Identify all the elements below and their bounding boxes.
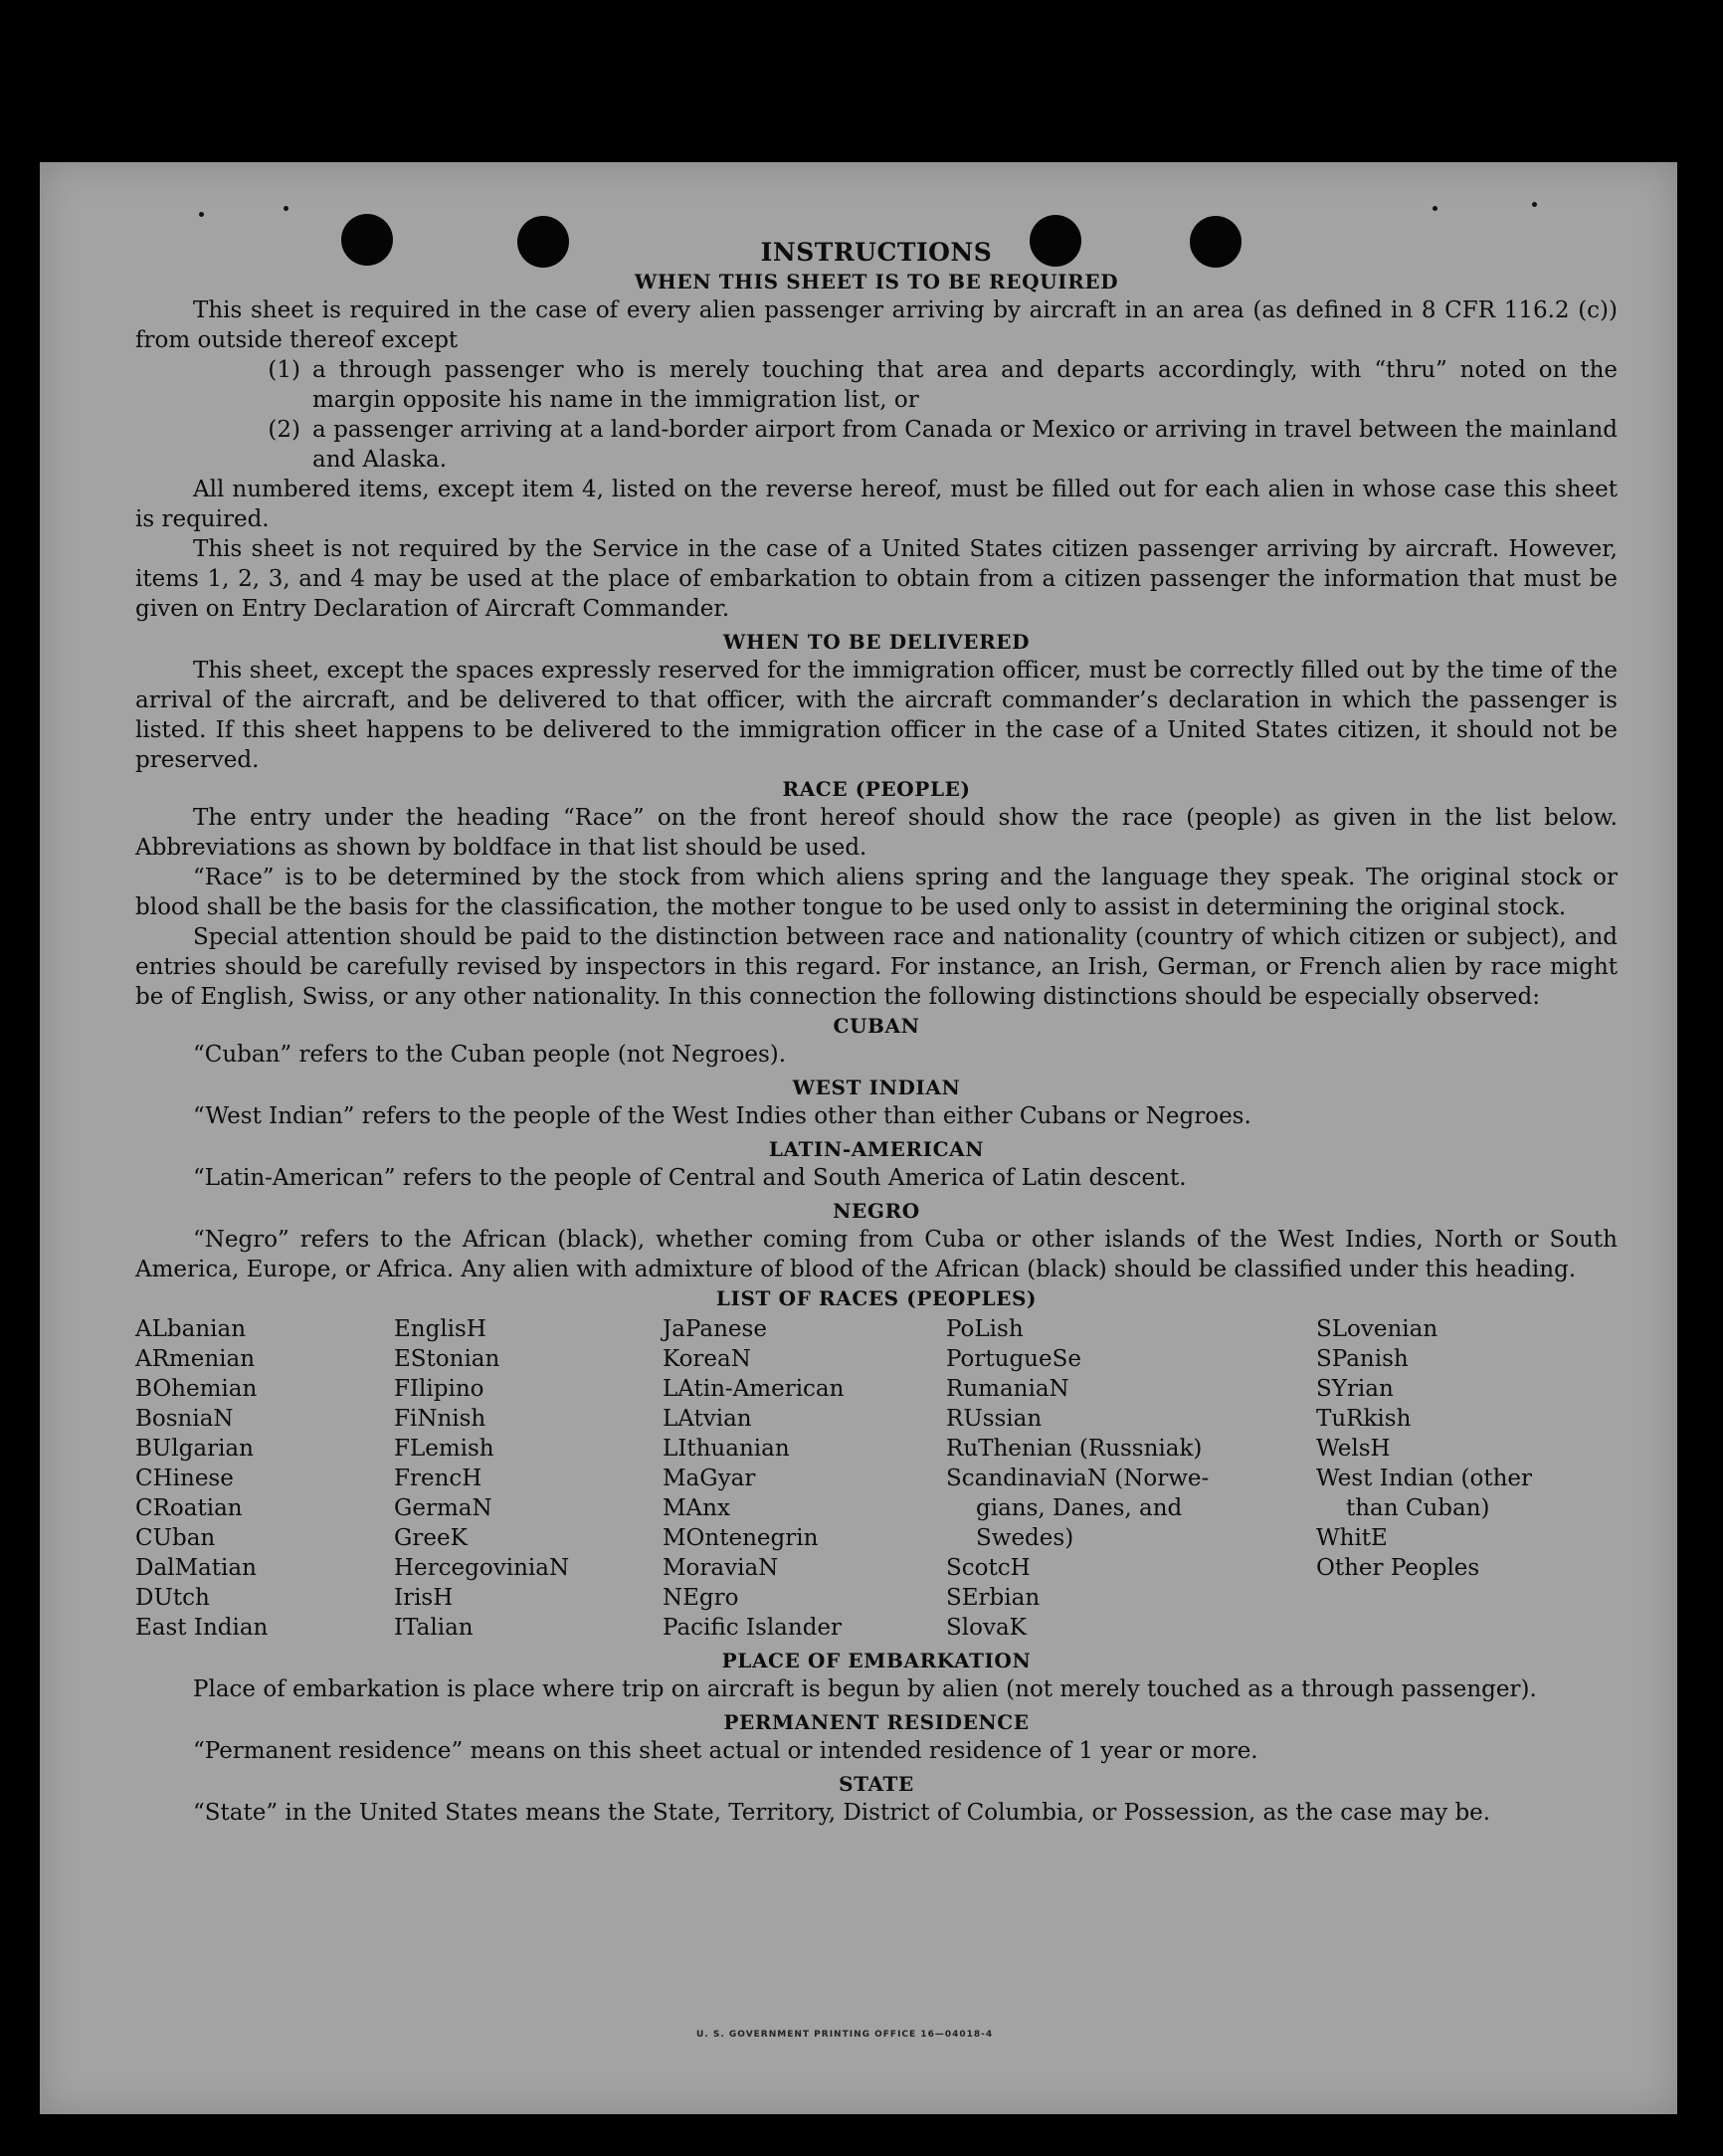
speck <box>284 206 288 211</box>
race-paragraph: Special attention should be paid to the distinction between race and nationality (country of which citizen or subject), and entries should be carefully revised by inspectors in this regard. For instance, an Irish, German, or French alien by race might be of English, Swiss, or any other nationality. In this connection the following distinctions should be especially observed: <box>135 924 1618 1010</box>
race-entry: RUssian <box>946 1406 1043 1432</box>
instructions-content <box>135 238 1618 1828</box>
race-entry: MAnx <box>663 1495 730 1521</box>
race-entry: West Indian (other <box>1316 1466 1533 1491</box>
race-entry: MaGyar <box>663 1466 756 1491</box>
intro-paragraph: This sheet is required in the case of every alien passenger arriving by aircraft in an area (as defined in 8 CFR 116.2 (c)) from outside thereof except <box>135 297 1618 353</box>
definition-heading: LATIN-AMERICAN <box>768 1137 985 1161</box>
race-entry: FrencH <box>394 1466 482 1491</box>
section-heading-state: STATE <box>839 1772 914 1796</box>
race-entry: CUban <box>135 1525 216 1551</box>
speck <box>1532 202 1537 207</box>
race-paragraph: The entry under the heading “Race” on the front hereof should show the race (people) as given in the list below. Abbreviations as shown by boldface in that list should be used. <box>135 805 1618 861</box>
races-column <box>135 1314 394 1643</box>
races-column <box>946 1314 1316 1643</box>
race-paragraph: “Race” is to be determined by the stock from which aliens spring and the language they speak. The original stock or blood shall be the basis for the classification, the mother tongue to be used only to assist in determining the original stock. <box>135 865 1618 920</box>
item-number: (1) <box>268 357 300 383</box>
section-heading-race: RACE (PEOPLE) <box>782 777 971 801</box>
item-text: a through passenger who is merely touching that area and departs accordingly, with “thru” noted on the margin opposite his name in the immigration list, or <box>312 357 1618 413</box>
race-entry: LIthuanian <box>663 1436 790 1462</box>
race-entry: FLemish <box>394 1436 494 1462</box>
item-text: a passenger arriving at a land-border airport from Canada or Mexico or arriving in travel between the mainland and Alaska. <box>312 417 1618 473</box>
race-entry: CHinese <box>135 1466 234 1491</box>
exception-item <box>135 355 1618 415</box>
race-entry: WelsH <box>1316 1436 1391 1462</box>
race-entry: GreeK <box>394 1525 468 1551</box>
delivered-paragraph: This sheet, except the spaces expressly reserved for the immigration officer, must be correctly filled out by the time of the arrival of the aircraft, and be delivered to that officer, with the aircraft commander’s declaration in which the passenger is listed. If this sheet happens to be delivered to the immigration officer in the case of a United States citizen, it should not be preserved. <box>135 658 1618 773</box>
race-entry: LAtvian <box>663 1406 752 1432</box>
race-entry: DalMatian <box>135 1555 257 1581</box>
race-entry: DUtch <box>135 1585 210 1611</box>
races-column <box>1316 1314 1605 1643</box>
citizen-paragraph: This sheet is not required by the Service in the case of a United States citizen passenger arriving by aircraft. However, items 1, 2, 3, and 4 may be used at the place of embarkation to obtain from a citizen passenger the information that must be given on Entry Declaration of Aircraft Commander. <box>135 536 1618 622</box>
race-entry: ALbanian <box>135 1316 247 1342</box>
race-entry: PortugueSe <box>946 1346 1081 1372</box>
numbered-items-paragraph: All numbered items, except item 4, listed on the reverse hereof, must be filled out for each alien in whose case this sheet is required. <box>135 477 1618 532</box>
race-entry: ScandinaviaN (Norwe- <box>946 1466 1210 1491</box>
residence-text: “Permanent residence” means on this sheet actual or intended residence of 1 year or more. <box>193 1738 1258 1764</box>
race-entry: SErbian <box>946 1585 1041 1611</box>
definition-text: “Latin-American” refers to the people of Central and South America of Latin descent. <box>193 1165 1187 1191</box>
printing-office-line: U. S. GOVERNMENT PRINTING OFFICE 16—04018-4 <box>696 2030 994 2040</box>
exception-item <box>135 415 1618 475</box>
speck <box>1433 206 1437 211</box>
document-page <box>40 162 1677 2114</box>
race-entry: PoLish <box>946 1316 1024 1342</box>
race-entry: RumaniaN <box>946 1376 1069 1402</box>
race-entry: BUlgarian <box>135 1436 254 1462</box>
race-entry: Pacific Islander <box>663 1615 843 1641</box>
race-entry: SYrian <box>1316 1376 1394 1402</box>
race-entry: WhitE <box>1316 1525 1388 1551</box>
race-entry: FIlipino <box>394 1376 484 1402</box>
race-entry: gians, Danes, and <box>976 1495 1183 1521</box>
race-entry: GermaN <box>394 1495 492 1521</box>
race-entry: Swedes) <box>976 1525 1074 1551</box>
race-entry: SlovaK <box>946 1615 1027 1641</box>
races-column <box>394 1314 663 1643</box>
race-entry: HercegoviniaN <box>394 1555 570 1581</box>
race-entry: East Indian <box>135 1615 269 1641</box>
definition-text: “West Indian” refers to the people of the West Indies other than either Cubans or Negroes. <box>193 1103 1251 1129</box>
definition-text: “Cuban” refers to the Cuban people (not Negroes). <box>193 1042 787 1068</box>
race-entry: JaPanese <box>663 1316 767 1342</box>
race-entry: MOntenegrin <box>663 1525 819 1551</box>
definition-heading: NEGRO <box>833 1199 920 1223</box>
race-entry: than Cuban) <box>1346 1495 1490 1521</box>
item-number: (2) <box>268 417 300 443</box>
document-title: INSTRUCTIONS <box>760 238 993 267</box>
state-text: “State” in the United States means the State, Territory, District of Columbia, or Possession, as the case may be. <box>193 1800 1491 1826</box>
race-entry: ARmenian <box>135 1346 256 1372</box>
race-entry: ScotcH <box>946 1555 1031 1581</box>
race-entry: BosniaN <box>135 1406 234 1432</box>
races-list-heading: LIST OF RACES (PEOPLES) <box>715 1286 1038 1310</box>
race-entry: BOhemian <box>135 1376 258 1402</box>
race-entry: SPanish <box>1316 1346 1409 1372</box>
definition-text: “Negro” refers to the African (black), whether coming from Cuba or other islands of the West Indies, North or South America, Europe, or Africa. Any alien with admixture of blood of the African (black) should be classified under this heading. <box>135 1227 1618 1282</box>
race-entry: LAtin-American <box>663 1376 845 1402</box>
race-entry: FiNnish <box>394 1406 486 1432</box>
definition-heading: WEST INDIAN <box>792 1076 961 1099</box>
race-entry: CRoatian <box>135 1495 243 1521</box>
race-entry: EStonian <box>394 1346 500 1372</box>
race-entry: RuThenian (Russniak) <box>946 1436 1203 1462</box>
race-entry: IrisH <box>394 1585 454 1611</box>
race-entry: KoreaN <box>663 1346 751 1372</box>
races-column <box>663 1314 946 1643</box>
race-entry: MoraviaN <box>663 1555 779 1581</box>
section-heading-required: WHEN THIS SHEET IS TO BE REQUIRED <box>634 270 1119 294</box>
section-heading-delivered: WHEN TO BE DELIVERED <box>722 630 1031 654</box>
speck <box>199 212 204 217</box>
race-entry: ITalian <box>394 1615 474 1641</box>
race-entry: Other Peoples <box>1316 1555 1480 1581</box>
race-entry: NEgro <box>663 1585 739 1611</box>
section-heading-residence: PERMANENT RESIDENCE <box>723 1710 1030 1734</box>
race-entry: SLovenian <box>1316 1316 1438 1342</box>
race-entry: TuRkish <box>1316 1406 1412 1432</box>
races-list <box>135 1314 1618 1643</box>
embarkation-text: Place of embarkation is place where trip on aircraft is begun by alien (not merely touched as a through passenger). <box>193 1676 1537 1702</box>
race-entry: EnglisH <box>394 1316 486 1342</box>
definition-heading: CUBAN <box>833 1014 920 1038</box>
section-heading-embarkation: PLACE OF EMBARKATION <box>721 1649 1032 1672</box>
